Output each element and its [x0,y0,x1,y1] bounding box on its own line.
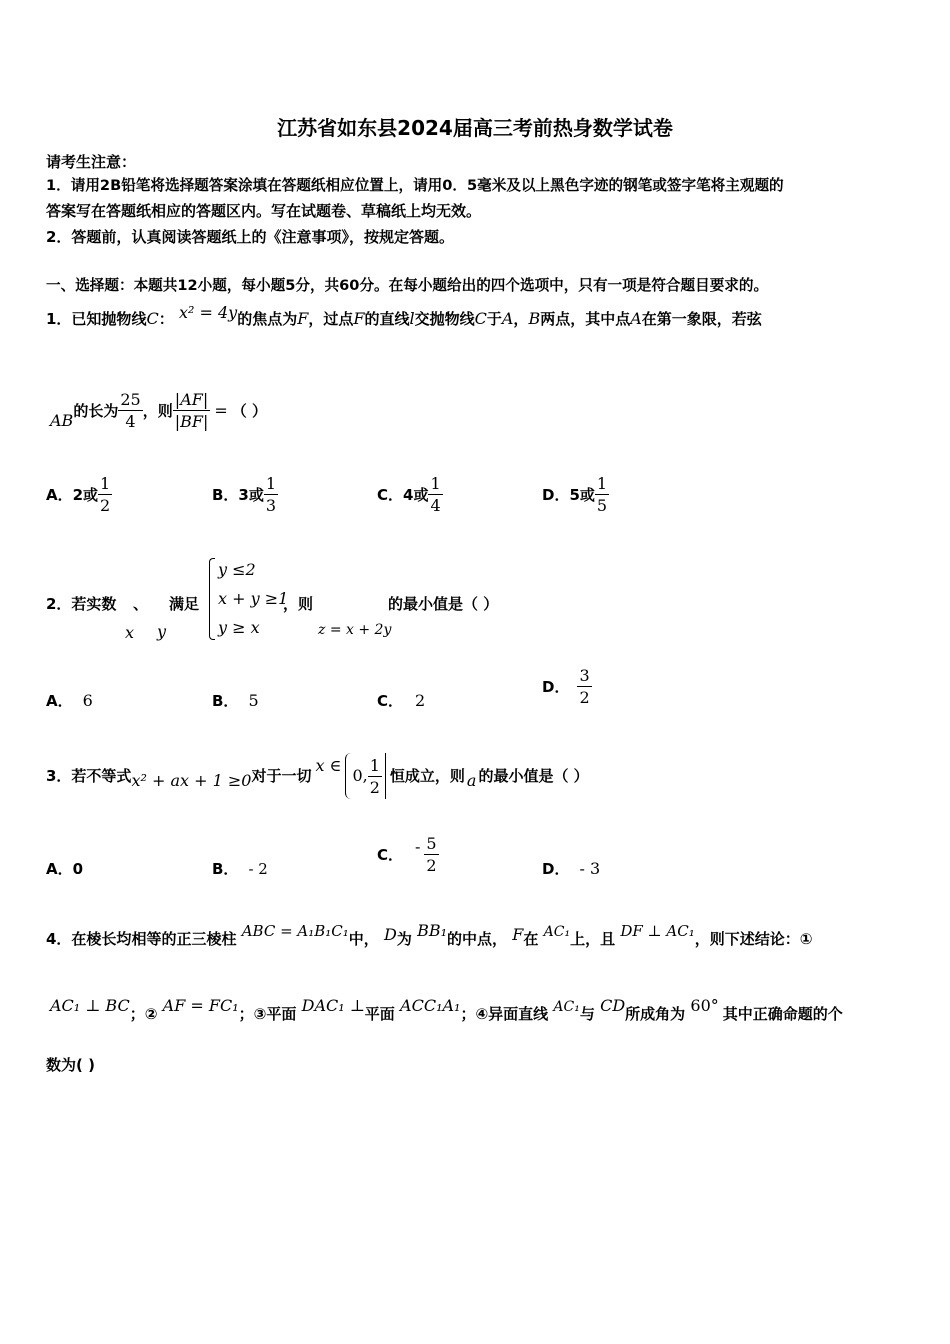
q4-text: 为 [396,930,412,948]
q4-text: ；④异面直线 [460,1005,549,1023]
q3-option-d [542,860,600,878]
q2-objective: z = x + 2y [318,622,392,638]
q3-option-b [212,860,268,878]
option-value: - 3 [579,859,601,878]
q2-separator: 、 [133,595,149,613]
fraction-denominator: 2 [426,856,437,875]
q2-text-2: 满足 [169,595,200,613]
fraction-numerator: 3 [579,666,590,685]
q1-ratio-fraction [173,390,211,431]
q4-text: 所成角为 [625,1005,686,1023]
option-label: B． [212,692,239,710]
q3-text: 的最小值是（ ） [478,767,589,785]
q1-text: ，过点 [308,310,354,328]
q1-option-c [377,474,443,515]
q4-condition: DF ⊥ AC₁ [620,922,695,940]
q2-option-c [377,692,425,710]
q2-option-a [46,692,93,710]
fraction-denominator: 3 [265,496,277,515]
option-value: 5 [248,691,259,710]
fraction-denominator: 2 [579,688,590,707]
q1-math-a: A [501,309,514,328]
option-label: D．5或 [542,485,595,504]
q2-text-4: 的最小值是（ ） [388,595,499,613]
q4-line-1 [46,921,813,949]
option-value: - 2 [248,860,268,878]
q4-text: 在 [523,930,539,948]
q1-text: 1．已知抛物线 [46,310,147,328]
q3-interval-start: 0, [352,766,368,785]
q1-text: 在第一象限，若弦 [641,310,762,328]
fraction-numerator: 1 [430,474,441,493]
q4-text: ；③平面 [238,1005,297,1023]
option-label: D． [542,860,570,878]
option-label: C．4或 [377,485,429,504]
q2-brace [209,558,215,640]
fraction-numerator: |AF| [174,390,209,409]
option-fraction [428,474,442,515]
q4-statement-3b: ACC₁A₁ [400,996,461,1015]
q1-line-2 [50,390,267,431]
q4-statement-3a: DAC₁ ⊥ [301,996,365,1015]
q1-option-a [46,474,112,515]
q1-text: 交抛物线 [414,310,475,328]
q3-inequality: x² + ax + 1 ≥0 [131,771,252,790]
q3-option-a: A．0 [46,860,84,878]
option-label: A．2或 [46,485,99,504]
page-title: 江苏省如东县2024届高三考前热身数学试卷 [277,116,673,140]
q4-text: 上，且 [570,930,616,948]
q1-math-f: F [297,309,309,328]
option-minus: - [415,836,421,856]
option-label: A． [46,692,73,710]
q4-text: 与 [579,1005,595,1023]
q4-statement-1: AC₁ ⊥ BC [50,996,130,1015]
q4-text: 中， [348,930,379,948]
q2-constraint-2: x + y ≥1 [218,589,289,608]
q3-domain: x ∈ [315,756,342,775]
q1-text: 于 [486,310,502,328]
option-fraction [577,666,591,707]
option-label: C． [377,692,404,710]
q2-constraint-3: y ≥ x [218,618,260,637]
q3-line [46,752,589,800]
notice-line-3: 2．答题前，认真阅读答题纸上的《注意事项》，按规定答题。 [46,228,454,246]
q1-math-c: C [474,309,487,328]
q3-interval [345,753,385,799]
q4-text: ；② [129,1005,158,1023]
notice-heading: 请考生注意： [46,153,137,171]
q2-text-3: ，则 [283,595,314,613]
q1-text: ，则 [142,401,173,420]
q4-text: 平面 [364,1005,395,1023]
fraction-numerator: 25 [120,390,141,409]
q2-option-b [212,692,259,710]
option-label: B． [212,860,239,878]
q4-text: 的中点， [447,930,508,948]
q1-equals: = [214,400,228,420]
q1-math-a: A [630,309,642,328]
q2-constraint-1: y ≤2 [218,560,256,579]
fraction-numerator: 1 [265,474,277,493]
fraction-denominator: 4 [125,412,136,431]
q2-var-x: x [125,623,135,642]
fraction-denominator: 2 [369,777,380,797]
q4-statement-4a: AC₁ [553,999,580,1015]
option-value: 6 [82,691,93,710]
q3-interval-end [368,756,382,797]
option-label: B．3或 [212,485,264,504]
q1-math-f: F [353,309,365,328]
q1-text: 的直线 [364,310,410,328]
q4-statement-4c: 60° [690,996,719,1015]
q4-line-2 [50,996,843,1024]
q1-math-l: l [409,309,415,328]
q1-math-ab: AB [50,410,74,430]
q3-text: 恒成立，则 [389,767,465,785]
fraction-numerator: 1 [596,474,608,493]
q1-line-1 [46,303,762,328]
q4-prism: ABC = A₁B₁C₁ [241,922,349,940]
option-value: 2 [415,691,426,710]
q4-line-3: 数为( ) [46,1056,95,1074]
section-heading: 一、选择题：本题共12小题，每小题5分，共60分。在每小题给出的四个选项中，只有一项是符合题目要求的。 [46,277,769,294]
q4-line-ac1: AC₁ [543,924,571,940]
q3-text: 对于一切 [251,767,312,785]
fraction-numerator: 5 [426,834,437,853]
q4-point-d: D [384,925,397,944]
q1-text: 的长为 [73,401,119,420]
q2-option-d [542,666,592,707]
q3-text: 3．若不等式 [46,767,132,785]
fraction-numerator: 1 [369,755,380,775]
option-fraction [98,474,112,515]
q4-statement-4b: CD [600,996,626,1015]
fraction-numerator: 1 [100,474,111,493]
notice-line-2: 答案写在答题纸相应的答题区内。写在试题卷、草稿纸上均无效。 [46,202,482,220]
q1-math-parabola: x² = 4y [178,303,238,322]
q3-option-c [377,834,439,875]
q1-math-c: C [146,309,159,328]
q1-option-d [542,474,609,515]
q1-text: （ ） [231,401,267,420]
fraction-denominator: |BF| [174,412,209,431]
fraction-denominator: 5 [596,496,608,515]
q3-var-a: a [466,771,477,790]
q1-text: 两点，其中点 [540,310,631,328]
option-fraction [595,474,609,515]
q1-text: ， [513,310,529,328]
q4-point-f: F [512,925,524,944]
q4-statement-2: AF = FC₁ [162,996,239,1015]
option-fraction [424,834,438,875]
q2-text-1: 2．若实数 [46,595,117,613]
fraction-denominator: 4 [430,496,441,515]
q1-text: 的焦点为 [237,310,298,328]
q1-text: ： [158,310,174,328]
q1-math-b: B [528,309,541,328]
option-label: C． [377,845,404,864]
q4-text: 其中正确命题的个 [722,1005,843,1023]
q2-var-y: y [157,622,167,641]
q1-length-fraction [118,390,142,431]
q4-text: 4．在棱长均相等的正三棱柱 [46,930,237,948]
q4-edge-bb1: BB₁ [417,921,448,940]
notice-line-1: 1．请用2B铅笔将选择题答案涂填在答题纸相应位置上，请用0．5毫米及以上黑色字迹的钢笔或签字笔将主观题的 [46,177,784,194]
q4-text: ，则下述结论：① [694,930,813,948]
fraction-denominator: 2 [100,496,111,515]
q1-option-b [212,474,278,515]
option-fraction [264,474,278,515]
option-label: D． [542,677,570,696]
